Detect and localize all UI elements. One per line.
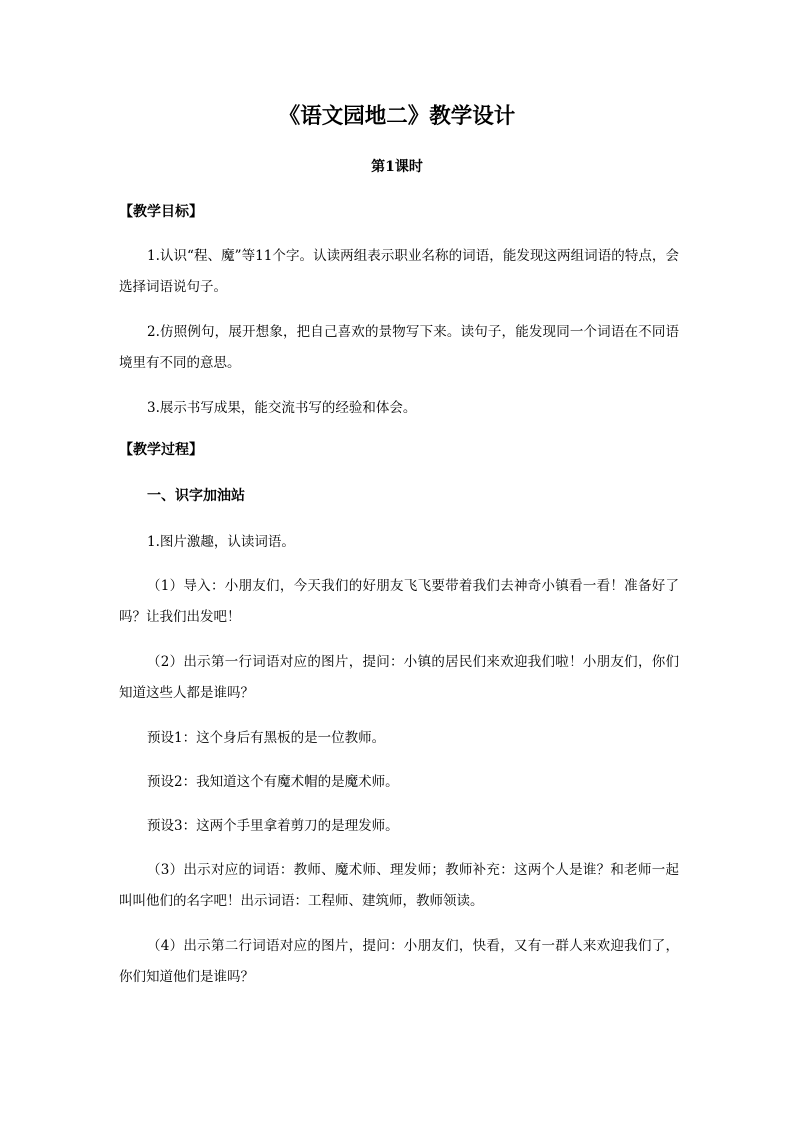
paragraph-words: （3）出示对应的词语：教师、魔术师、理发师；教师补充：这两个人是谁？和老师一起叫叫他们的名字吧！出示词语：工程师、建筑师，教师领读。 [119, 862, 679, 909]
process-heading: 【教学过程】 [119, 442, 203, 458]
page-title: 《语文园地二》教学设计 [278, 104, 516, 129]
preset-2: 预设2：我知道这个有魔术帽的是魔术师。 [147, 774, 399, 790]
lesson-subtitle: 第1课时 [371, 159, 423, 175]
paragraph-first-row: （2）出示第一行词语对应的图片，提问：小镇的居民们来欢迎我们啦！小朋友们，你们知道这些人都是谁吗？ [119, 654, 679, 701]
objective-item-1: 1.认识“程、魔”等11个字。认读两组表示职业名称的词语，能发现这两组词语的特点，会选择词语说句子。 [119, 248, 679, 295]
step-1-text: 1.图片激趣，认读词语。 [147, 534, 295, 550]
objectives-heading: 【教学目标】 [119, 204, 203, 220]
paragraph-second-row: （4）出示第二行词语对应的图片，提问：小朋友们，快看，又有一群人来欢迎我们了，你们知道他们是谁吗？ [119, 938, 679, 985]
paragraph-intro: （1）导入：小朋友们，今天我们的好朋友飞飞要带着我们去神奇小镇看一看！准备好了吗？让我们出发吧！ [119, 578, 679, 625]
objective-item-2: 2.仿照例句，展开想象，把自己喜欢的景物写下来。读句子，能发现同一个词语在不同语境里有不同的意思。 [119, 324, 679, 371]
objective-item-3: 3.展示书写成果，能交流书写的经验和体会。 [147, 400, 417, 416]
part-1-title: 一、识字加油站 [147, 488, 245, 504]
preset-3: 预设3：这两个手里拿着剪刀的是理发师。 [147, 818, 399, 834]
preset-1: 预设1：这个身后有黑板的是一位教师。 [147, 730, 386, 746]
